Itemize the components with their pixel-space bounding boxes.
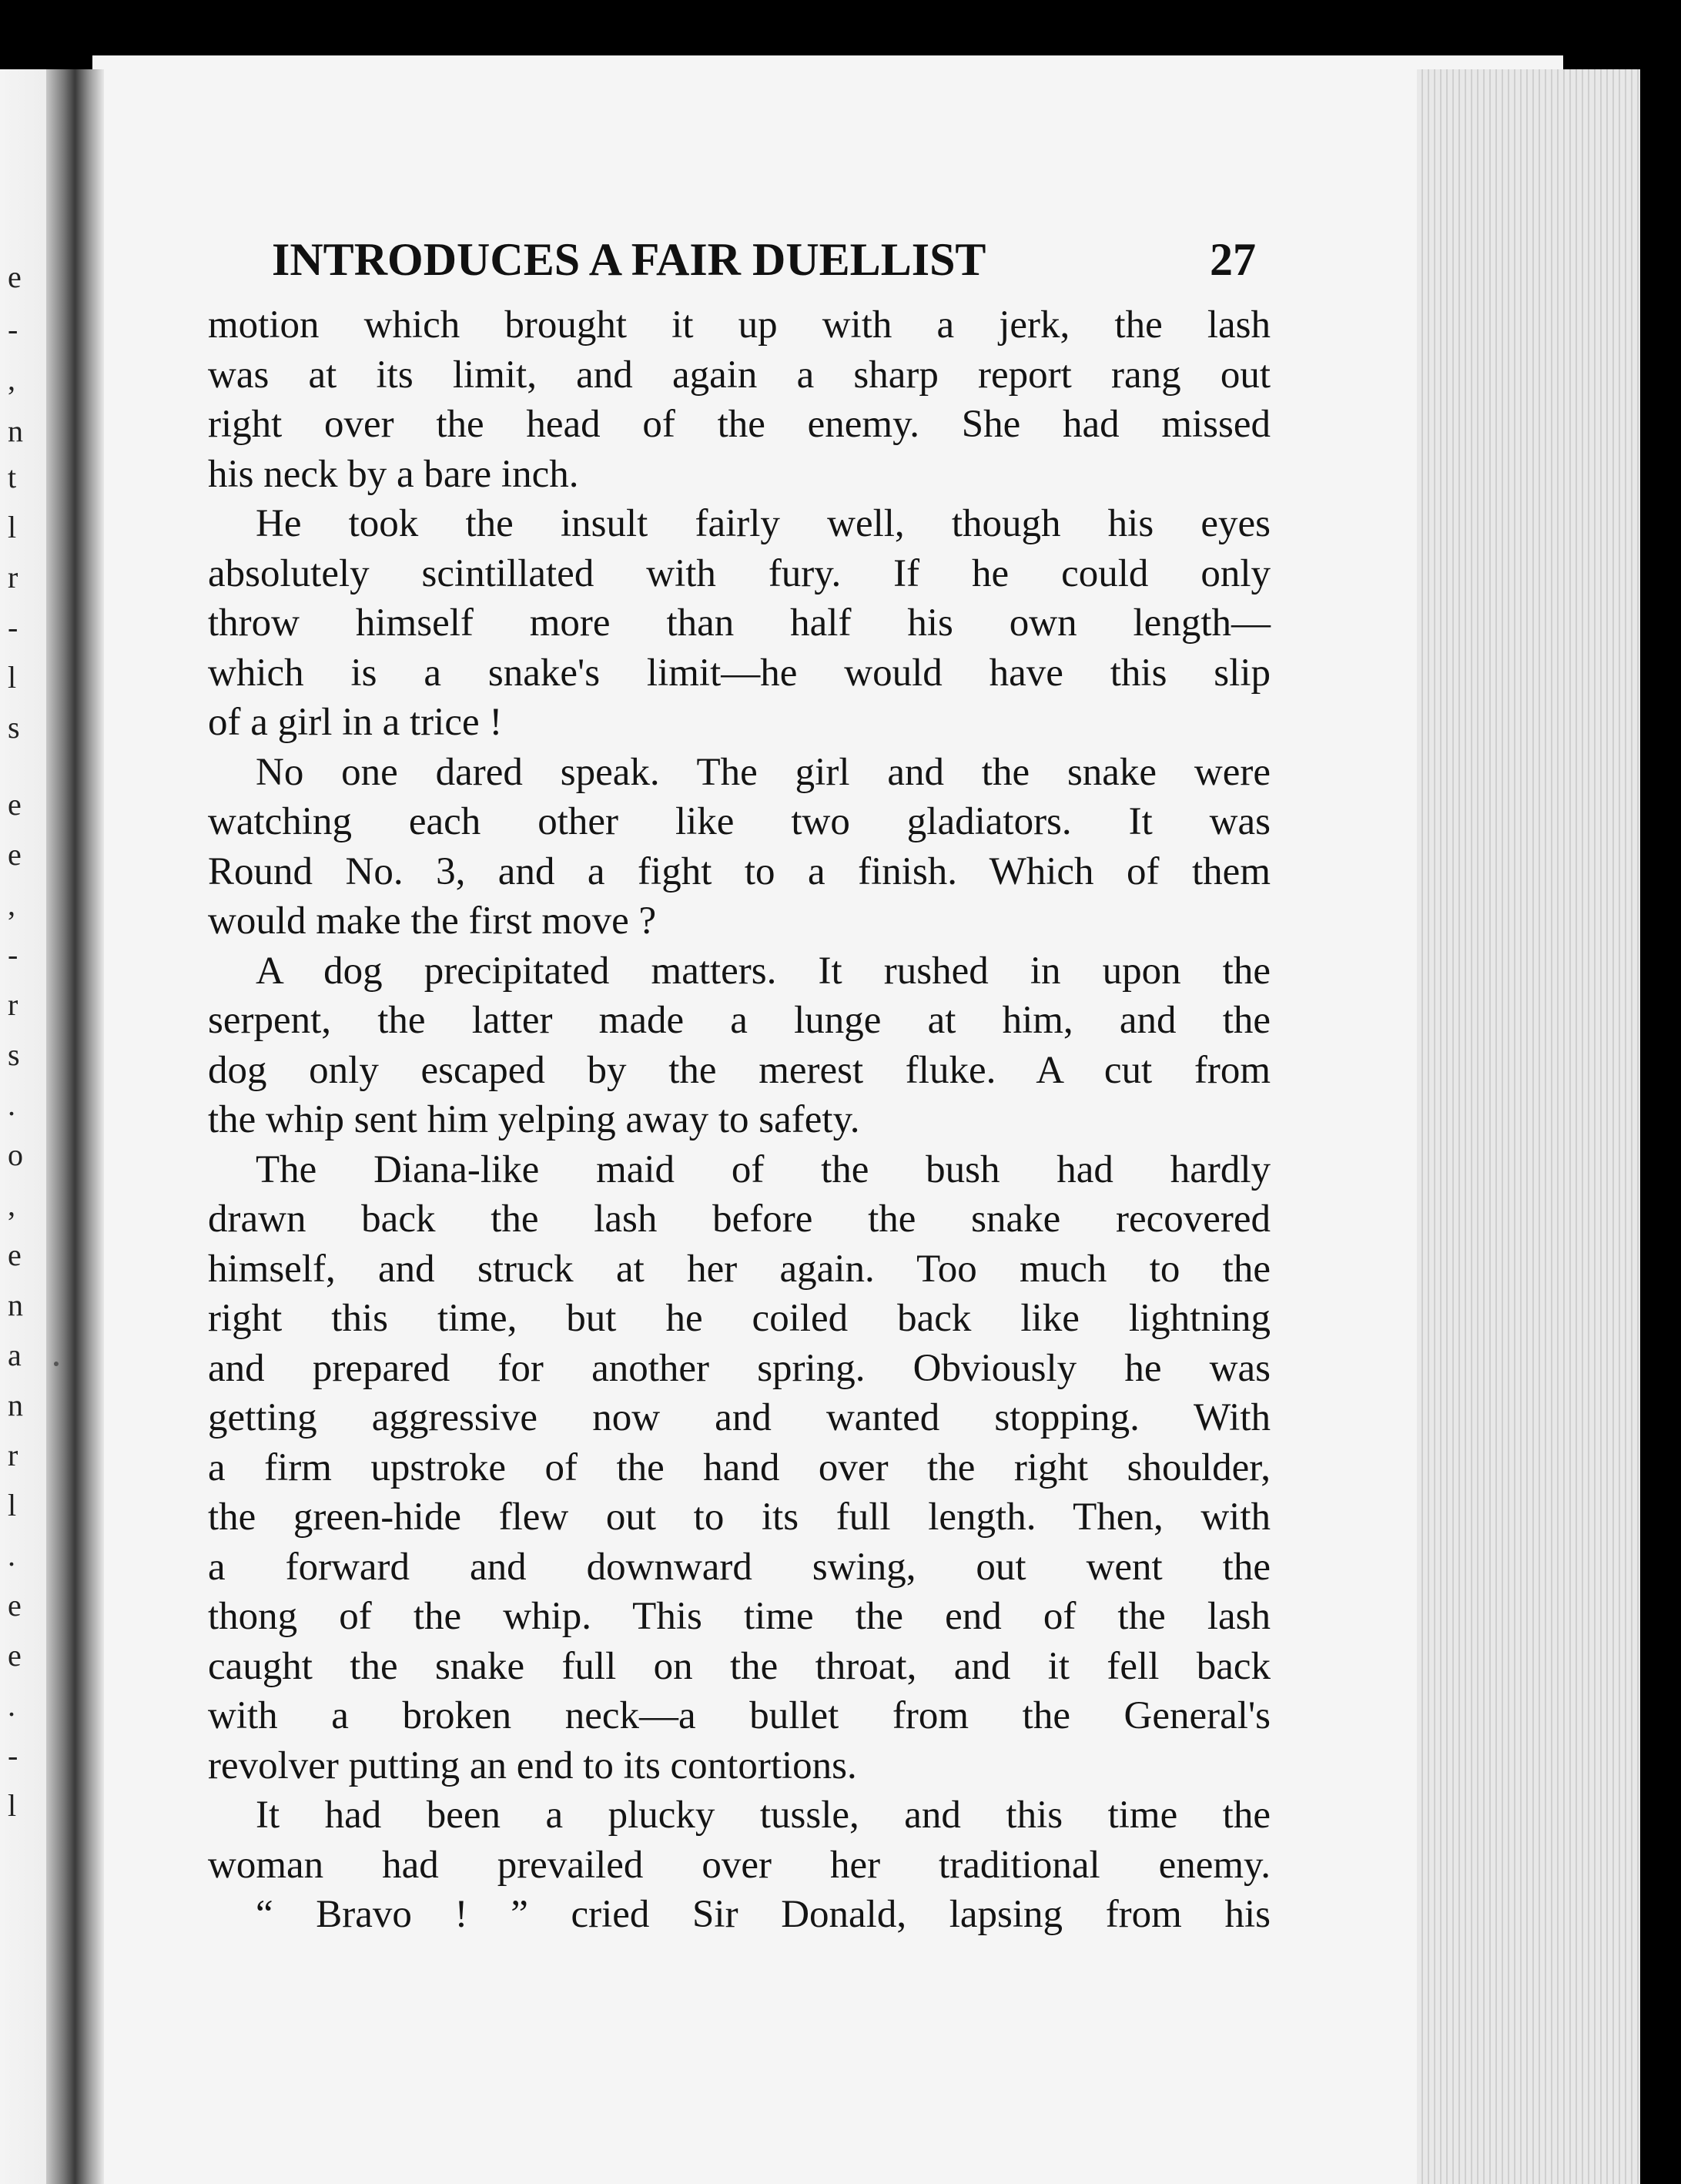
- left-page-fragment: t: [8, 460, 17, 494]
- text-line: getting aggressive now and wanted stopping. With: [208, 1396, 1271, 1439]
- text-line: a forward and downward swing, out went the: [208, 1545, 1271, 1589]
- text-line: dog only escaped by the merest fluke. A cut from: [208, 1048, 1271, 1092]
- left-page-fragment: .: [8, 1087, 15, 1122]
- text-line: right this time, but he coiled back like lightning: [208, 1297, 1271, 1340]
- left-page-fragment: .: [8, 1538, 15, 1573]
- text-line: revolver putting an end to its contortions.: [208, 1744, 857, 1787]
- text-line: throw himself more than half his own length—: [208, 601, 1271, 645]
- scan-border: [1640, 46, 1681, 2184]
- left-page-fragment: s: [8, 710, 20, 745]
- left-page-fragment: e: [8, 1638, 22, 1673]
- page-edge-stack: [1417, 69, 1648, 2184]
- running-title: INTRODUCES A FAIR DUELLIST: [272, 234, 986, 285]
- left-page-fragment: e: [8, 787, 22, 822]
- left-page-fragment: r: [8, 1438, 18, 1472]
- text-line: drawn back the lash before the snake recovered: [208, 1198, 1271, 1241]
- text-line: would make the first move ?: [208, 899, 657, 943]
- left-page-fragment: a: [8, 1338, 22, 1372]
- scan-speck: [54, 1362, 59, 1366]
- text-line: “ Bravo ! ” cried Sir Donald, lapsing from his: [256, 1893, 1271, 1936]
- page-number: 27: [1210, 234, 1256, 285]
- left-page-fragment: o: [8, 1137, 23, 1172]
- left-page-fragment: -: [8, 610, 18, 645]
- text-line: Round No. 3, and a fight to a finish. Which of them: [208, 849, 1271, 893]
- text-line: a firm upstroke of the hand over the right shoulder,: [208, 1445, 1271, 1489]
- left-page-fragment: n: [8, 1288, 23, 1322]
- text-line: thong of the whip. This time the end of the lash: [208, 1595, 1271, 1638]
- left-page-fragment: s: [8, 1037, 20, 1072]
- left-page-fragment: n: [8, 1388, 23, 1422]
- left-page-fragment: l: [8, 1788, 17, 1823]
- left-page-fragment: -: [8, 937, 18, 972]
- left-page-fragment: ,: [8, 1187, 15, 1222]
- text-line: A dog precipitated matters. It rushed in upon the: [256, 949, 1271, 993]
- text-line: and prepared for another spring. Obviously he was: [208, 1346, 1271, 1390]
- text-line: caught the snake full on the throat, and it fell back: [208, 1644, 1271, 1688]
- left-page-fragment: l: [8, 660, 17, 695]
- book-gutter: [46, 69, 104, 2184]
- text-line: the whip sent him yelping away to safety.: [208, 1098, 860, 1141]
- text-line: absolutely scintillated with fury. If he could only: [208, 551, 1271, 595]
- text-line: watching each other like two gladiators. It was: [208, 800, 1271, 843]
- text-line: of a girl in a trice !: [208, 701, 503, 744]
- text-line: serpent, the latter made a lunge at him, and the: [208, 999, 1271, 1042]
- left-page-fragment: e: [8, 837, 22, 872]
- book-page: [92, 55, 1563, 2184]
- left-page-fragment: r: [8, 987, 18, 1022]
- text-line: The Diana-like maid of the bush had hardly: [256, 1147, 1271, 1191]
- text-line: He took the insult fairly well, though his eyes: [256, 502, 1271, 545]
- left-page-fragment: ,: [8, 362, 15, 397]
- text-line: his neck by a bare inch.: [208, 452, 579, 496]
- text-line: right over the head of the enemy. She had missed: [208, 403, 1271, 446]
- text-line: the green-hide flew out to its full length. Then, with: [208, 1496, 1271, 1539]
- left-page-fragment: -: [8, 312, 18, 347]
- left-page-fragment: r: [8, 560, 18, 595]
- left-page-fragment: -: [8, 1738, 18, 1773]
- text-line: with a broken neck—a bullet from the General's: [208, 1694, 1271, 1737]
- left-page-fragment: .: [8, 1688, 15, 1723]
- running-head: [272, 229, 1256, 290]
- text-line: which is a snake's limit—he would have this slip: [208, 651, 1271, 695]
- text-line: motion which brought it up with a jerk, the lash: [208, 303, 1271, 347]
- left-page-fragment: ,: [8, 887, 15, 922]
- text-line: No one dared speak. The girl and the snake were: [256, 750, 1271, 794]
- text-line: It had been a plucky tussle, and this time the: [256, 1794, 1271, 1837]
- text-line: was at its limit, and again a sharp report rang out: [208, 353, 1271, 397]
- left-page-fragment: n: [8, 414, 23, 448]
- left-page-fragment: l: [8, 510, 17, 544]
- text-line: himself, and struck at her again. Too much to the: [208, 1247, 1271, 1291]
- left-page-fragment: e: [8, 1588, 22, 1623]
- text-line: woman had prevailed over her traditional enemy.: [208, 1843, 1271, 1887]
- body-text: [208, 300, 1271, 1940]
- left-page-fragment: e: [8, 260, 22, 294]
- left-page-fragment: l: [8, 1488, 17, 1522]
- left-page-fragment: e: [8, 1238, 22, 1272]
